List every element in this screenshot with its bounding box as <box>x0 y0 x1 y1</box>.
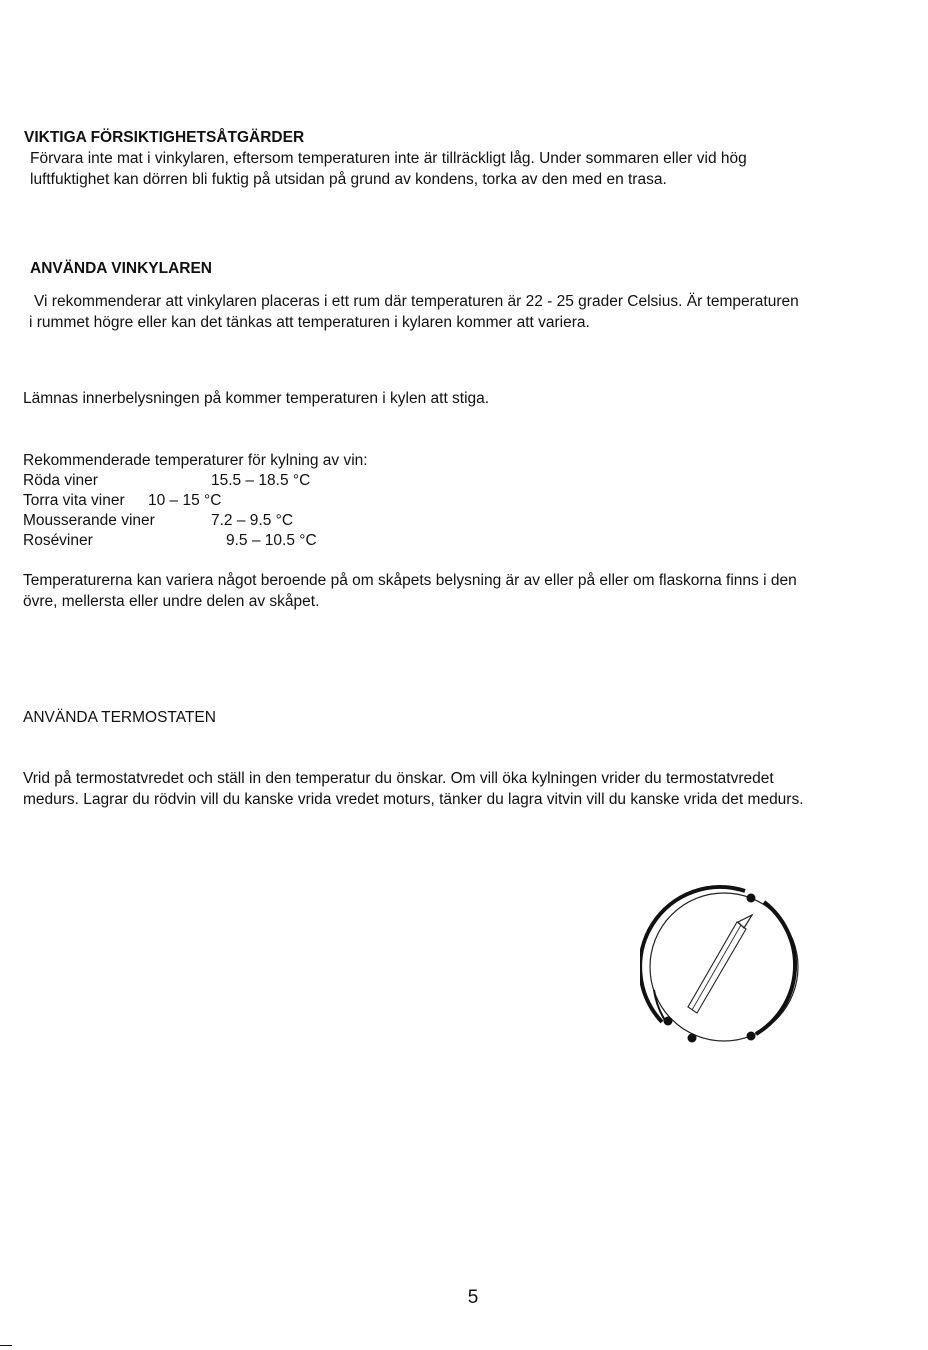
heading-using-wine-cooler: ANVÄNDA VINKYLAREN <box>30 260 212 277</box>
temp-row-wine-4: Roséviner <box>23 532 93 549</box>
temperatures-heading: Rekommenderade temperaturer för kylning av vin: <box>23 452 368 469</box>
temp-row-range-1: 15.5 – 18.5 °C <box>211 472 311 489</box>
temp-row-range-3: 7.2 – 9.5 °C <box>211 512 294 529</box>
temp-row-range-2: 10 – 15 °C <box>148 492 222 509</box>
thermostat-dial-icon <box>640 882 810 1052</box>
temp-row-wine-2: Torra vita viner <box>23 492 125 509</box>
corner-mark <box>0 1345 12 1346</box>
light-note: Lämnas innerbelysningen på kommer temperaturen i kylen att stiga. <box>23 390 490 407</box>
temp-row-wine-1: Röda viner <box>23 472 98 489</box>
using-cooler-line-2: i rummet högre eller kan det tänkas att temperaturen i kylaren kommer att variera. <box>29 314 590 331</box>
variation-note-line-2: övre, mellersta eller undre delen av skåpet. <box>23 593 320 610</box>
using-cooler-line-1: Vi rekommenderar att vinkylaren placeras i ett rum där temperaturen är 22 - 25 grader Celsius. Är temperaturen <box>34 293 799 310</box>
variation-note-line-1: Temperaturerna kan variera något beroende på om skåpets belysning är av eller på eller om flaskorna finns i den <box>23 572 797 589</box>
heading-using-thermostat: ANVÄNDA TERMOSTATEN <box>23 709 216 726</box>
precautions-line-1: Förvara inte mat i vinkylaren, eftersom temperaturen inte är tillräckligt låg. Under sommaren eller vid hög <box>30 150 747 167</box>
heading-precautions: VIKTIGA FÖRSIKTIGHETSÅTGÄRDER <box>24 129 305 146</box>
temp-row-range-4: 9.5 – 10.5 °C <box>226 532 317 549</box>
page-number: 5 <box>467 1287 479 1308</box>
thermostat-line-1: Vrid på termostatvredet och ställ in den temperatur du önskar. Om vill öka kylningen vrider du termostatvredet <box>23 770 774 787</box>
thermostat-line-2: medurs. Lagrar du rödvin vill du kanske vrida vredet moturs, tänker du lagra vitvin vill du kanske vrida det medurs. <box>23 791 804 808</box>
precautions-line-2: luftfuktighet kan dörren bli fuktig på utsidan på grund av kondens, torka av den med en trasa. <box>30 171 667 188</box>
temp-row-wine-3: Mousserande viner <box>23 512 155 529</box>
